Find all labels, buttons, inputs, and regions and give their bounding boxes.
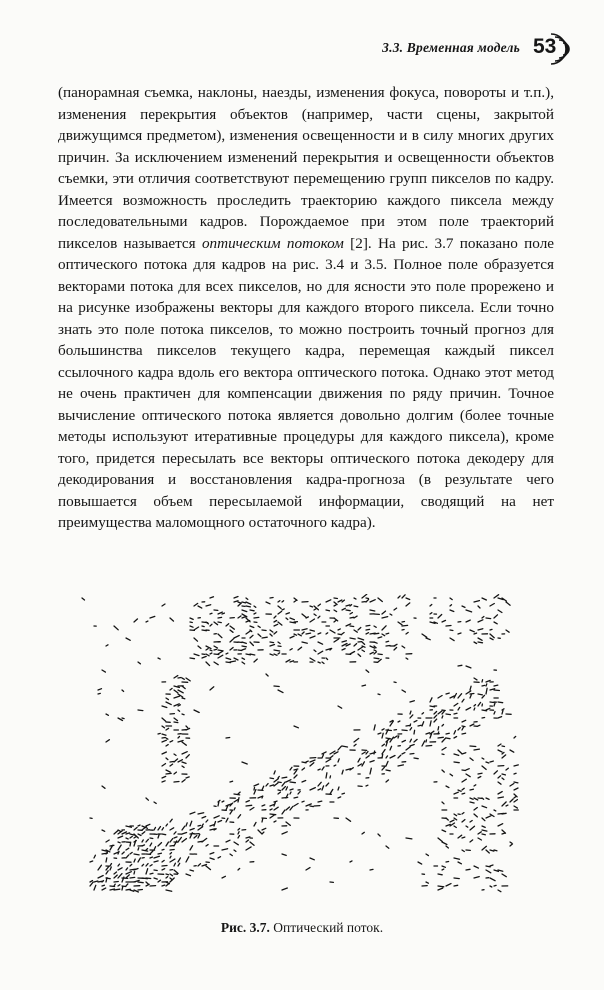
term-optical-flow: оптическим потоком [201,234,344,252]
running-title: 3.3. Временная модель [382,40,520,55]
page-header [0,34,604,64]
paragraph [58,82,554,534]
text-before-term: (панорамная съемка, наклоны, наезды, изменения фокуса, повороты и т.п.), изменения перекрытия объектов (например, части сцены, закрытой движущимся предметом), изменения освещенности и в силу многих других причин. За исключением изменений перекрытия и освещенности объектов съемки, эти отличия соответствуют перемещению групп пикселов по кадру. Имеется возможность проследить траекторию каждого пиксела между последовательными кадров. Порождаемое при этом поле траекторий пикселов называется [58,84,554,252]
caption-label: Рис. 3.7. [220,920,270,935]
figure-caption [0,920,604,936]
text-after-term: [2]. На рис. 3.7 показано поле оптического потока для кадров на рис. 3.4 и 3.5. Полное поле образуется векторами потока для всех пикселов, но для ясности это поле прорежено и на рисунке изображены векторы для каждого второго пиксела. Если точно знать это поле потока пикселов, то можно построить точный прогноз для большинства пикселов текущего кадра, перемещая каждый пиксел ссылочного кадра вдоль его вектора оптического потока. Однако этот метод не очень практичен для компенсации движения по ряду причин. Точное вычисление оптического потока является довольно долгим (более точные методы используют итеративные процедуры для каждого пиксела), кроме того, придется пересылать все векторы оптического потока декодеру для декодирования и восстановления кадра-прогноза (в результате чего повышается объем пересылаемой информации, сводящий на нет преимущества маломощного остаточного кадра). [58,234,555,531]
optical-flow-field-image [78,594,524,904]
body-text [58,82,554,534]
figure-optical-flow [78,594,524,904]
caption-text: Оптический поток. [273,920,384,935]
page-number-badge [527,34,577,64]
page-number-arcs-icon [547,31,571,67]
page-number: 53 [533,35,557,58]
